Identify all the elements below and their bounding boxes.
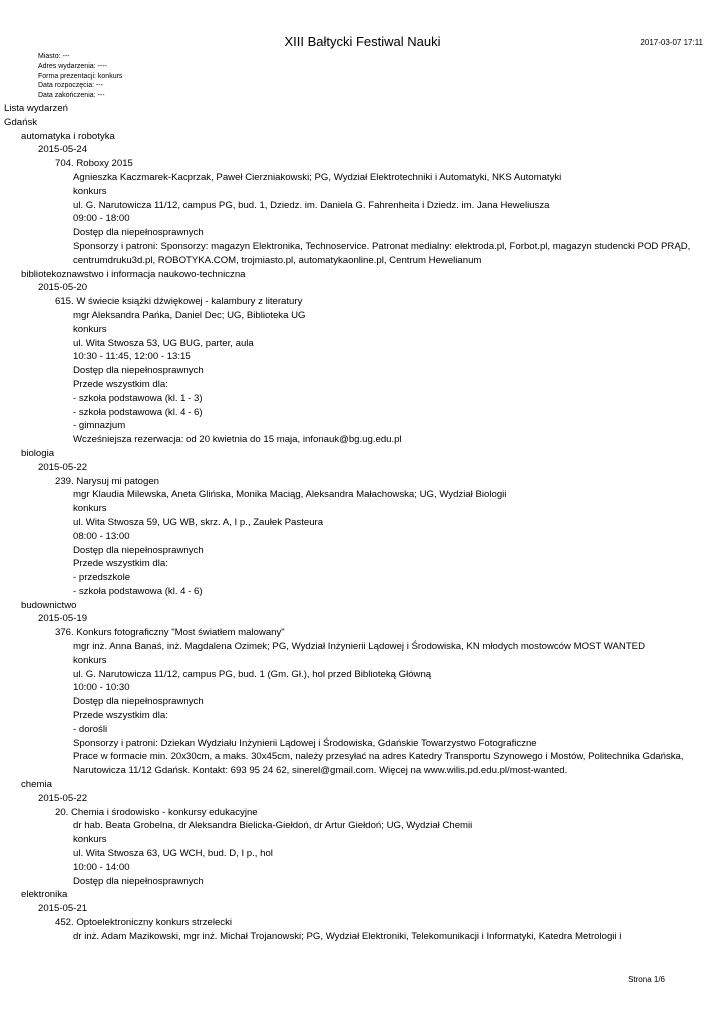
event-detail-line: ul. Wita Stwosza 63, UG WCH, bud. D, I p., hol [73, 848, 273, 860]
event-detail-line: ul. G. Narutowicza 11/12, campus PG, bud. 1, Dziedz. im. Daniela G. Fahrenheita i Dziedz. im. Jana Heweliusza [73, 199, 550, 211]
event-list [0, 102, 707, 944]
event-detail-line: - gimnazjum [73, 420, 126, 432]
category-section [0, 599, 707, 778]
event-date: 2015-05-21 [38, 903, 88, 915]
event-detail-line: dr inż. Adam Mazikowski, mgr inż. Michał Trojanowski; PG, Wydział Elektroniki, Telekomunikacji i Informatyki, Katedra Metrologii i [73, 930, 622, 942]
event-date: 2015-05-22 [38, 792, 88, 804]
event-detail-line: - szkoła podstawowa (kl. 4 - 6) [73, 406, 203, 418]
filter-line: Data rozpoczęcia: --- [38, 82, 103, 90]
event-detail-line: ul. Wita Stwosza 59, UG WB, skrz. A, I p., Zaułek Pasteura [73, 516, 324, 528]
event-detail-line: - szkoła podstawowa (kl. 4 - 6) [73, 585, 203, 597]
event-detail-line: - przedszkole [73, 572, 131, 584]
category-section [0, 268, 707, 447]
page-title: XIII Bałtycki Festiwal Nauki [284, 34, 441, 49]
event-detail-line: Przede wszystkim dla: [73, 558, 168, 570]
event-detail-line: mgr inż. Anna Banaś, inż. Magdalena Ozimek; PG, Wydział Inżynierii Lądowej i Środowiska, KN młodych mostowców MOST WANTED [73, 641, 646, 653]
event-detail-line: Dostęp dla niepełnosprawnych [73, 696, 204, 708]
event-detail-line: - dorośli [73, 723, 108, 735]
event-detail-line: konkurs [73, 503, 107, 515]
event-detail-line: mgr Klaudia Milewska, Aneta Glińska, Monika Maciąg, Aleksandra Małachowska; UG, Wydział Biologii [73, 489, 507, 501]
event-detail-line: Dostęp dla niepełnosprawnych [73, 875, 204, 887]
event-detail-line: dr hab. Beata Grobelna, dr Aleksandra Bielicka-Giełdoń, dr Artur Giełdoń; UG, Wydział Chemii [73, 820, 473, 832]
event-detail-line: Dostęp dla niepełnosprawnych [73, 227, 204, 239]
category-name: elektronika [21, 889, 68, 901]
category-section [0, 130, 707, 268]
event-detail-line: Przede wszystkim dla: [73, 378, 168, 390]
event-detail-line: 10:00 - 10:30 [73, 682, 130, 694]
filter-line: Adres wydarzenia: ---- [38, 62, 107, 70]
event-detail-line: Dostęp dla niepełnosprawnych [73, 365, 204, 377]
category-name: budownictwo [21, 599, 77, 611]
event-detail-line: Prace w formacie min. 20x30cm, a maks. 30x45cm, należy przesyłać na adres Katedry Transportu Szynowego i Mostów, Politechnika Gdańska, Narutowicza 11/12 Gdańsk. Kontakt: 693 95 24 62, sinerel@gmail.com. Więcej na www.wilis.pd.edu.pl/most-wanted. [73, 751, 684, 777]
event-detail-line: konkurs [73, 834, 107, 846]
event-detail-line: mgr Aleksandra Pańka, Daniel Dec; UG, Biblioteka UG [73, 309, 306, 321]
event-detail-line: Agnieszka Kaczmarek-Kacprzak, Paweł Cierzniakowski; PG, Wydział Elektrotechniki i Automatyki, NKS Automatyki [73, 171, 562, 183]
city-heading: Gdańsk [4, 116, 38, 128]
category-name: automatyka i robotyka [21, 130, 115, 142]
event-detail-line: Przede wszystkim dla: [73, 710, 168, 722]
event-detail-line: 09:00 - 18:00 [73, 213, 130, 225]
event-detail-line: Sponsorzy i patroni: Sponsorzy: magazyn Elektronika, Technoservice. Patronat medialny: elektroda.pl, Forbot.pl, magazyn studencki POD PRĄD, centrumdruku3d.pl, ROBOTYKA.COM, trojmiasto.pl, automatykaonline.pl, Centrum Hewelianum [73, 240, 691, 266]
category-section [0, 778, 707, 888]
event-detail-line: Sponsorzy i patroni: Dziekan Wydziału Inżynierii Lądowej i Środowiska, Gdańskie Towarzystwo Fotograficzne [73, 737, 537, 749]
event-detail-line: - szkoła podstawowa (kl. 1 - 3) [73, 392, 203, 404]
print-timestamp: 2017-03-07 17:11 [640, 38, 703, 47]
filter-line: Miasto: --- [38, 53, 70, 60]
event-title: 615. W świecie książki dźwiękowej - kalambury z literatury [55, 296, 303, 308]
event-detail-line: 10:00 - 14:00 [73, 861, 130, 873]
event-detail-line: konkurs [73, 185, 107, 197]
event-detail-line: 08:00 - 13:00 [73, 530, 130, 542]
event-detail-line: 10:30 - 11:45, 12:00 - 13:15 [73, 351, 191, 363]
event-detail-line: ul. Wita Stwosza 53, UG BUG, parter, aula [73, 337, 254, 349]
list-title: Lista wydarzeń [4, 103, 68, 114]
category-name: biologia [21, 447, 55, 459]
event-detail-line: ul. G. Narutowicza 11/12, campus PG, bud. 1 (Gm. Gł.), hol przed Biblioteką Główną [73, 668, 432, 680]
event-title: 376. Konkurs fotograficzny "Most światłem malowany" [55, 627, 285, 639]
event-detail-line: Dostęp dla niepełnosprawnych [73, 544, 204, 556]
event-title: 20. Chemia i środowisko - konkursy edukacyjne [55, 806, 258, 818]
event-detail-line: konkurs [73, 654, 107, 666]
filter-line: Forma prezentacji: konkurs [38, 72, 123, 80]
event-title: 239. Narysuj mi patogen [55, 475, 159, 487]
category-section [0, 888, 707, 943]
category-name: chemia [21, 779, 52, 791]
event-date: 2015-05-20 [38, 282, 88, 294]
filter-line: Data zakończenia: --- [38, 92, 105, 100]
event-date: 2015-05-19 [38, 613, 88, 625]
event-detail-line: Wcześniejsza rezerwacja: od 20 kwietnia do 15 maja, infonauk@bg.ug.edu.pl [73, 434, 402, 446]
event-date: 2015-05-22 [38, 461, 88, 473]
category-section [0, 447, 707, 599]
event-date: 2015-05-24 [38, 144, 88, 156]
page-number: Strona 1/6 [628, 975, 665, 984]
category-name: bibliotekoznawstwo i informacja naukowo-techniczna [21, 268, 246, 280]
event-detail-line: konkurs [73, 323, 107, 335]
event-title: 704. Roboxy 2015 [55, 158, 133, 170]
event-title: 452. Optoelektroniczny konkurs strzelecki [55, 917, 233, 929]
filter-summary [38, 52, 122, 101]
